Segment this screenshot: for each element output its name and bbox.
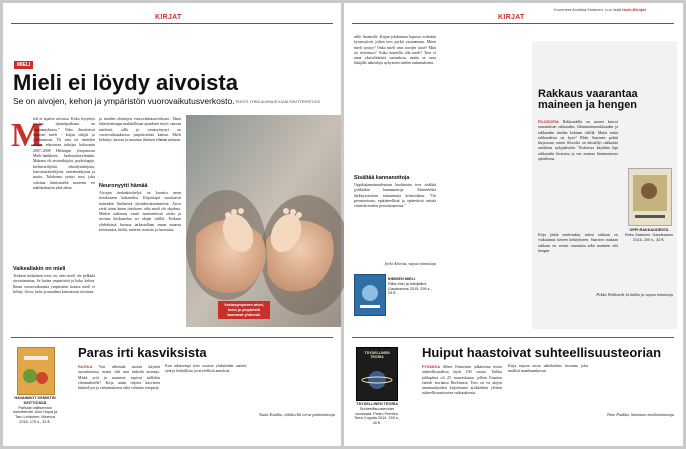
drop-cap: M [11, 117, 44, 154]
book-caption [352, 402, 402, 426]
bottom-right-title: Huiput haastoivat suhteellisuusteorian [422, 345, 662, 360]
book-caption [10, 396, 60, 425]
book-caption-text: Rhéo Saarinen. Gaudeamus 2015. 200 s., 32 €. [624, 232, 674, 242]
book-cover [628, 168, 672, 226]
article-credit: TEKSTI JYRKI ALENIUS KUVA SHUTTERSTOCK [235, 100, 321, 104]
bottom-right-text: Albert Einsteinin julkaisema teoria suhteellisuudesta täytti 100 vuotta. Tarkka juhlapäivä oli 25. marraskuuta, jolloin Einstein esitteli teoriansa Berliinissä. Teos on eri alojen asiantuntijoiden kirjoittamia artikkeleita yleisen suhteellisuusteorian vaikutuksesta. [422, 365, 502, 396]
photo-caption: Vastasyntyneen aivot, keho ja ympäristö kasvavat yhdessä. [218, 301, 270, 319]
bottom-right-signature: Timo Paukku, Sanoman mediatoimittaja [606, 412, 674, 417]
bottom-left-text: Voit vähentää suolan käyttöä ruoanlaitossa, mutta silti saat tärkeitä aromeja. Mitkä yrtit ja mausteet sopivat millekin vihannekselle? Kirja antaa ohjeita kasvisten käsittelyyn ja valmistukseen sekä valmiita reseptejä. [78, 365, 160, 391]
body-text-continued [13, 157, 95, 260]
subheading: Sisältää kannanottoja [354, 175, 410, 181]
body-text: Aivojen tiedonkäsittelyä on kuvattu usein tietokoneen kaltaiseksi. Kirjoittajat varoittavat kuitenkin liiallisesta yksinkertaistamisesta. Aivot eivät toimi kuten tietokone, eikä mieli ole ohjelma. Mielen tutkimus vaatii monitieteistä otetta ja avointa keskustelua eri alojen välillä. Teoksen yhdeksässä luvussa tarkastellaan muun muassa tietoisuutta, kieltä, tunteita, muistia ja luovuutta. [99, 191, 181, 233]
bottom-right-kicker: FYSIIKKA [422, 364, 441, 369]
bottom-right-body-3 [594, 364, 674, 406]
article-signature: Jyrki Alenius, vapaa toimittaja [384, 261, 436, 266]
book-caption-title: TÄYDELLINEN TEORIA [356, 402, 398, 406]
divider-rule [11, 337, 333, 338]
book-cover [356, 347, 398, 401]
bottom-right-body-2: Kirja tarjoaa uusia näkökulmia teoriaan, joka mullisti maailmankuvan. [508, 364, 588, 374]
photo-illustration [186, 115, 341, 327]
book-caption-text: Suhteellisuusteorian vuosisata. Pedro Ferreira. Terra Cognita 2014. 293 s., 40 €. [354, 406, 400, 426]
sidebar-kicker: FILOSOFIA [538, 119, 559, 124]
book-caption-title: IHMISEN MIELI [388, 277, 416, 281]
bottom-left-body-3 [253, 364, 335, 406]
article-deck: Se on aivojen, kehon ja ympäristön vuorovaikutusverkosto. [13, 96, 235, 106]
bottom-left-body-2: Kun aikaisempi tieto ruoasta yhdistetään uuteen, syntyy herkullisia ja terveellisiä annoksia. [165, 364, 247, 374]
sidebar-body [538, 119, 618, 229]
credit-link[interactable]: tiede.fi/kirjat [622, 7, 646, 12]
baby-feet-photo [186, 115, 341, 327]
subheading: Vaikeallakin on mieli [13, 266, 66, 272]
book-cover [354, 274, 386, 316]
header-rule [352, 23, 674, 24]
page-credit [554, 7, 646, 12]
header-rule [11, 23, 333, 24]
bottom-left-title: Paras irti kasviksista [78, 345, 207, 360]
bottom-left-kicker: RUOKA [78, 364, 93, 369]
category-tag: MIELI [14, 61, 33, 69]
right-page [344, 3, 683, 446]
article-title: Mieli ei löydy aivoista [13, 70, 238, 95]
book-caption-title: HAVAINNOT KEMISTIN KEITTIÖSSÄ [14, 396, 56, 405]
subheading: Neuronyytti hämää [99, 183, 148, 189]
credit-prefix: Koonneet Annikka Mutanen. Luo lisää [554, 7, 623, 12]
bottom-right-body [422, 364, 502, 440]
divider-rule [352, 337, 674, 338]
sidebar-signature: Pekka Wahlstedt, kriitikko ja vapaa toimittaja [596, 292, 673, 297]
bottom-left-signature: Tuula Koukku, eläkkeellä oleva päätoimittaja [258, 412, 335, 417]
section-label: KIRJAT [498, 14, 525, 21]
book-caption-text: Parhaat valitsemani menetelmät. Aino Hopia ja Taru Lehtonen. Minerva 2015. 175 s., 32 €. [12, 405, 58, 424]
sidebar-text: Rakkaudella on monet kasvot romanttisen rakkauden, lähimmäisenrakkauden ja rakkauden itseään kohtaan välillä. Mutta mistä rakkaudessa on kyse? Rhéo Saarinen pohtii kirjassaan, miten filosofia on käsitellyt rakkautta antiikista nykypäivään. Teoksessa käydään läpi rakkauden historiaa ja sen asemaa länsimaisessa ajattelussa. [538, 120, 618, 162]
section-label: KIRJAT [155, 14, 182, 21]
head-icon [355, 275, 385, 315]
book-cover [17, 347, 55, 395]
sidebar-body-2: Kirja jättää miettimään, miten rakkaus on vaikuttanut tieteen kehitykseen. Saarisen mukaan rakkaus on voinut vaarantaa sekä maineen että hengen. [538, 233, 618, 253]
body-text: Oppikirjamaisuudestaan huolimatta teos sisältää jyrkkiäkin kannanottoja. Esimerkiksi älykkyystestien mittaamista kritisoidaan. ”On perusteetonta, epätieteellistä ja epäeettistä esittää väitteitä mielen perusluonteesta.” [354, 183, 436, 209]
planet-icon [357, 348, 397, 400]
painting-icon [629, 169, 671, 225]
book-caption [624, 228, 674, 242]
book-cover-text: TÄYDELLINEN TEORIA [364, 351, 390, 359]
vegetables-icon [18, 348, 54, 394]
book-caption-title: OPPI RAKKAUDESTA [629, 228, 669, 232]
left-page [3, 3, 341, 446]
sidebar-title: Rakkaus vaarantaa maineen ja hengen [538, 88, 638, 111]
body-text: ja muiden olentojen vuorovaikutusverkosto. Tämä lähestymistapa mahdollistaa ajatuksen myös vauvan mielestä, sillä jo vastasyntynyt on vuorovaikutuksessa ympäristönsä kanssa. Mieli kehittyy, kasvaa ja muuttuu ihmisen elämän mittaan. [99, 117, 181, 143]
book-caption [388, 277, 436, 296]
book-caption-text: Riitta Hari ja tutkijatiimi. Gaudeamus 2015. 295 s., 29 €. [388, 281, 432, 296]
body-text: Teoksen keskeinen teesi on, ettei mieli ole pelkkää aivotoimintaa. Se kattaa ympäristöä ja koko kehon. Ilman vuorovaikutusta ympäristön kanssa mieli ei kehity. Aivot, keho ja maailma kietoutuvat toisiinsa. [13, 274, 95, 294]
bottom-left-body [78, 364, 160, 440]
body-text: ieli ei sijaitse aivoissa. Koko kysymys mielen sijaintipaikasta on harhaanjohtava.” Näin ilmoittavat ihmisen mieli - kirjan tekijät jo johdannossa. Yli sata eri tieteiden alojen edustavaa tutkijaa kokoontui 2007–2008 Helsingin yliopistossa Mieli-hankkeen keskusteluryhmään. Mukana oli aivotutkijoita, psykologeja, kielitieteilijöitä, tekoälytutkijoita, kasvatustieteilijöitä, taiteentutkijoita ja muita. Tuloksena syntyi teos, joka valottaa ihmismieltä monesta eri näkökulmasta yhtä aikaa. [33, 117, 95, 190]
body-text: selle luonnolle. Kirjan johdannon lopussa esitetään kysymyksiä, joihin teos pyrkii vastaamaan. Miten mieli syntyy? Onko mieli vain aivojen tuote? Mitä on tietoisuus? Voiko koneella olla mieli? Teos ei anna yksiselitteisiä vastauksia, mutta se avaa lukijalle näköaloja nykyiseen mielen tutkimukseen. [354, 35, 436, 66]
